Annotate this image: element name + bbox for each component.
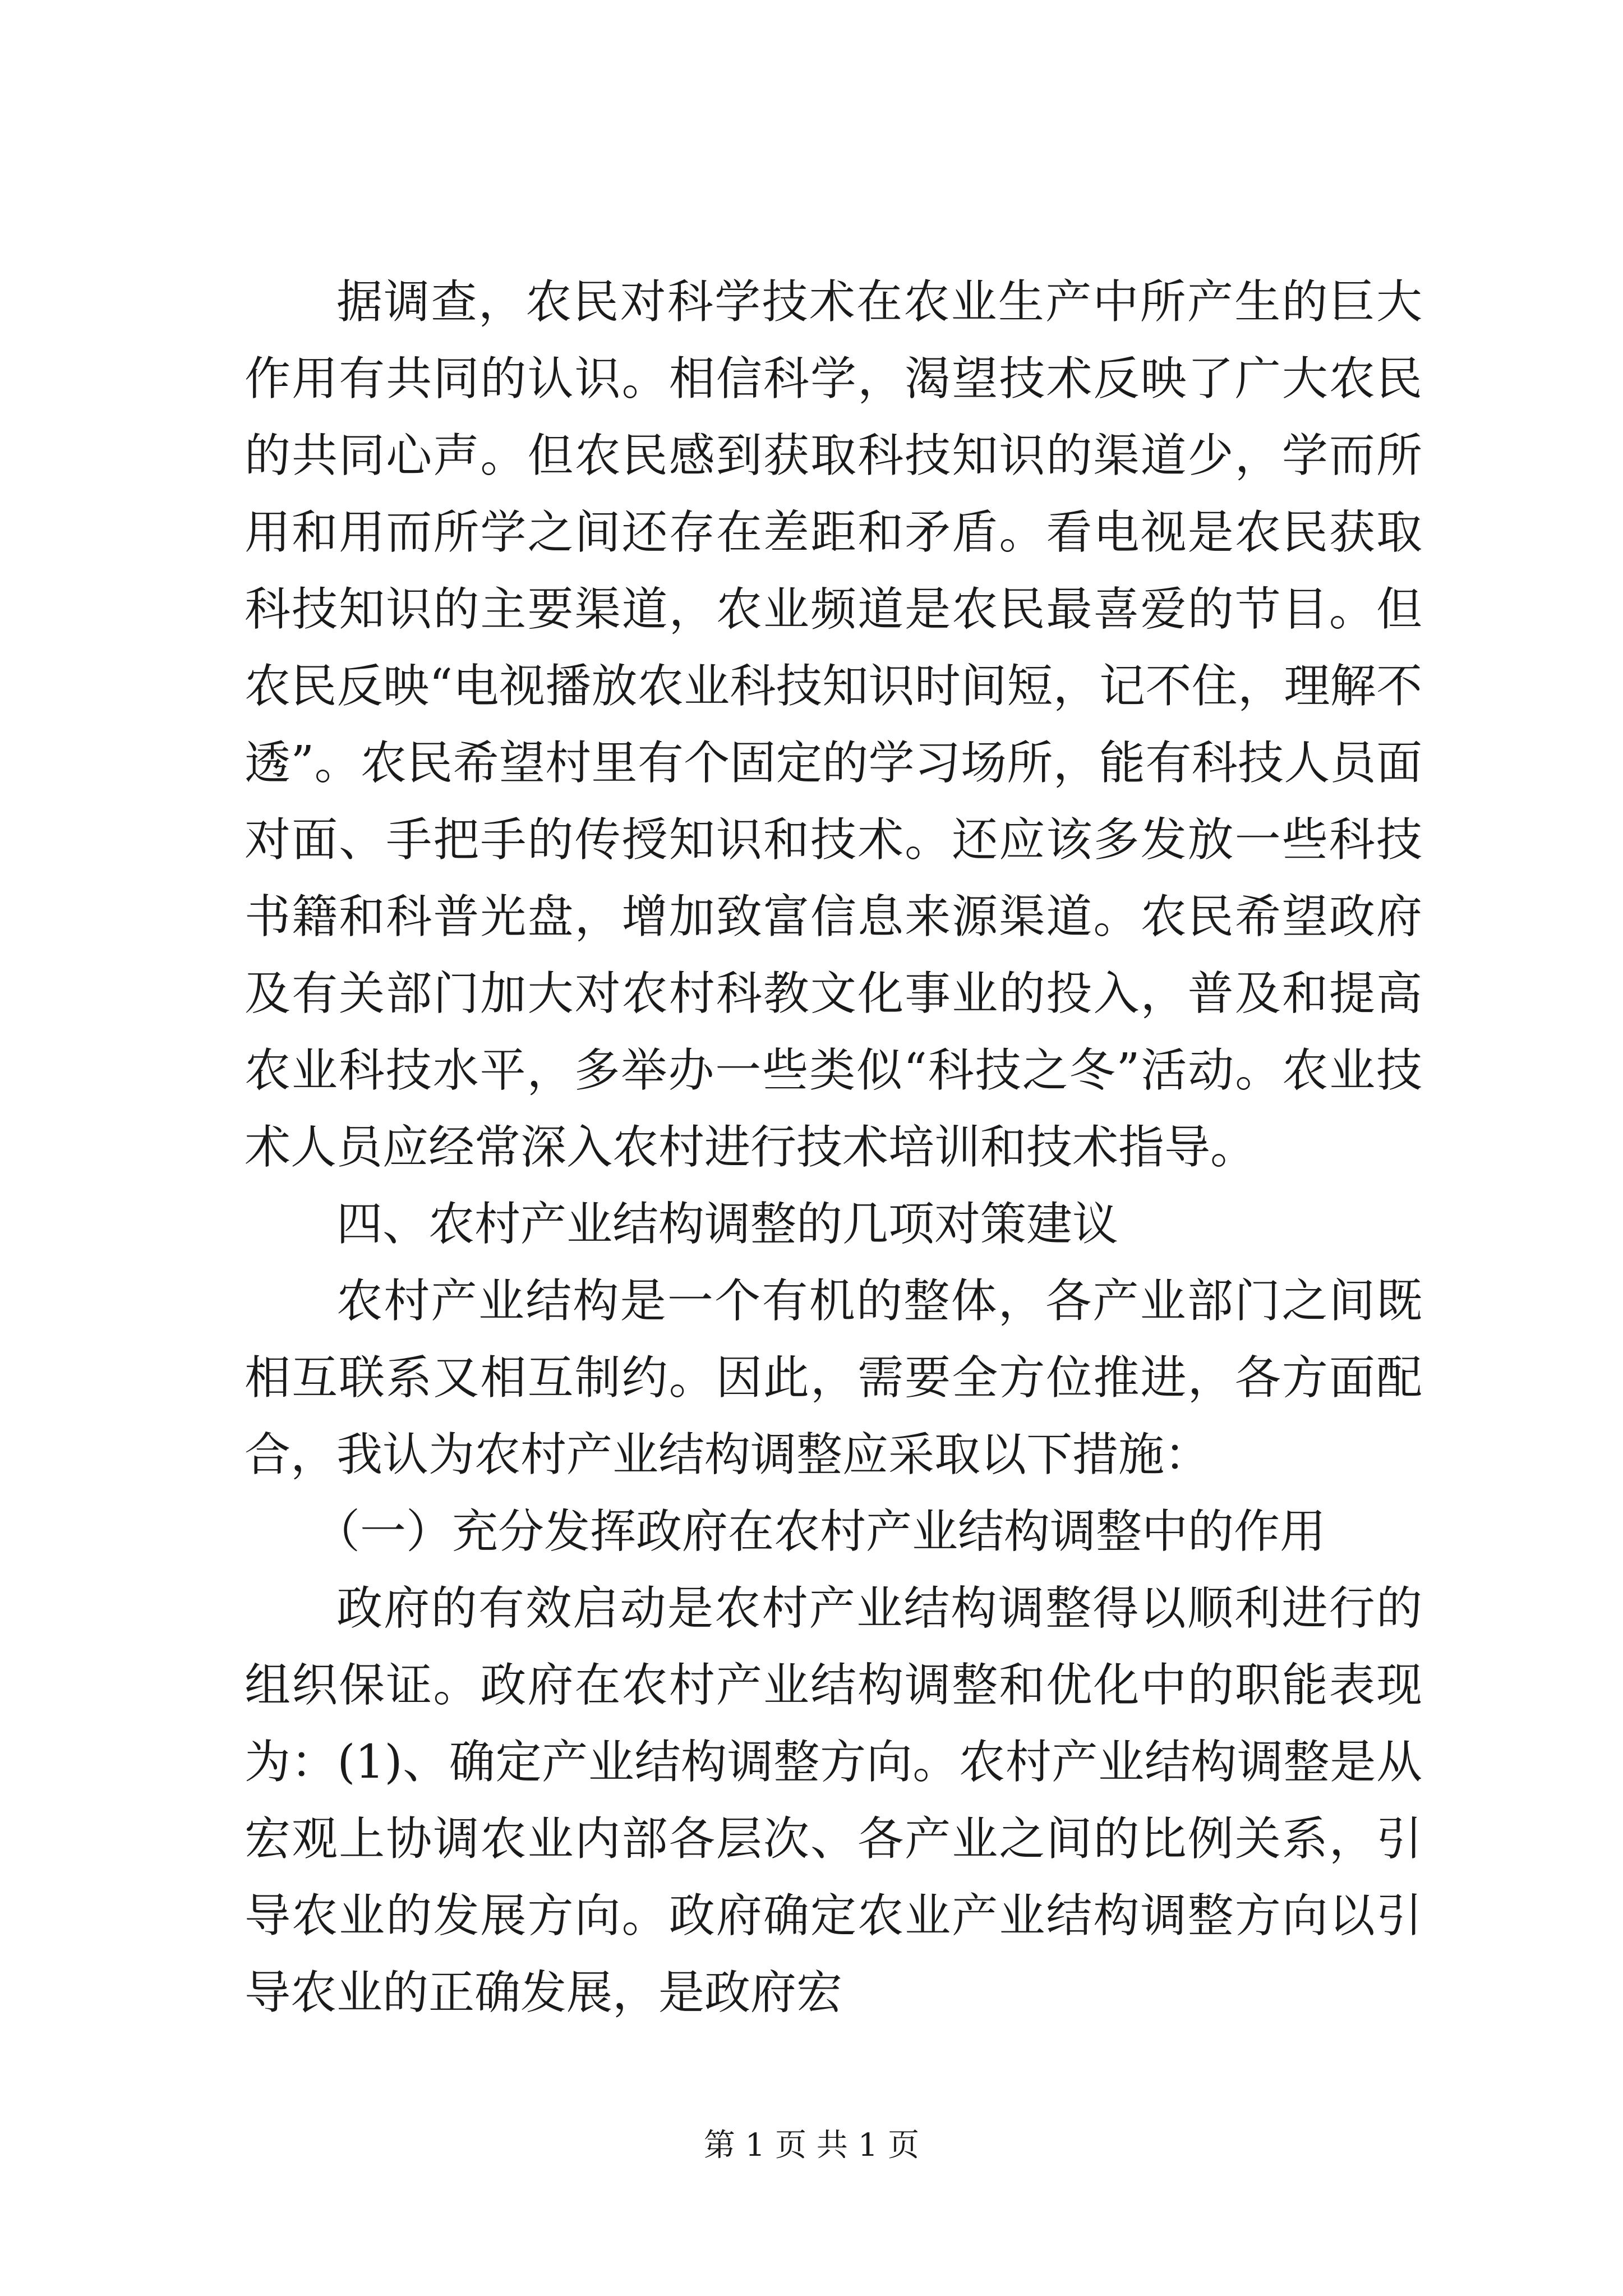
page-number-footer: 第 1 页 共 1 页 [703,2127,920,2164]
paragraph-survey-findings: 据调查，农民对科学技术在农业生产中所产生的巨大作用有共同的认识。相信科学，渴望技术反映了广大农民的共同心声。但农民感到获取科技知识的渠道少，学而所用和用而所学之间还存在差距和矛盾。看电视是农民获取科技知识的主要渠道，农业频道是农民最喜爱的节目。但农民反映“电视播放农业科技知识时间短，记不住，理解不透”。农民希望村里有个固定的学习场所，能有科技人员面对面、手把手的传授知识和技术。还应该多发放一些科技书籍和科普光盘，增加致富信息来源渠道。农民希望政府及有关部门加大对农村科教文化事业的投入，普及和提高农业科技水平，多举办一些类似“科技之冬”活动。农业技术人员应经常深入农村进行技术培训和技术指导。 [245,275,1422,1174]
section-heading-four: 四、农村产业结构调整的几项对策建议 [336,1198,1119,1251]
paragraph-structure-intro: 农村产业结构是一个有机的整体，各产业部门之间既相互联系又相互制约。因此，需要全方位推进，各方面配合，我认为农村产业结构调整应采取以下措施： [245,1274,1422,1481]
subsection-heading-one: （一）充分发挥政府在农村产业结构调整中的作用 [314,1505,1326,1558]
document-body [245,264,1422,2031]
paragraph-government-role: 政府的有效启动是农村产业结构调整得以顺利进行的组织保证。政府在农村产业结构调整和优化中的职能表现为：(1)、确定产业结构调整方向。农村产业结构调整是从宏观上协调农业内部各层次、各产业之间的比例关系，引导农业的发展方向。政府确定农业产业结构调整方向以引导农业的正确发展，是政府宏 [245,1582,1422,2019]
